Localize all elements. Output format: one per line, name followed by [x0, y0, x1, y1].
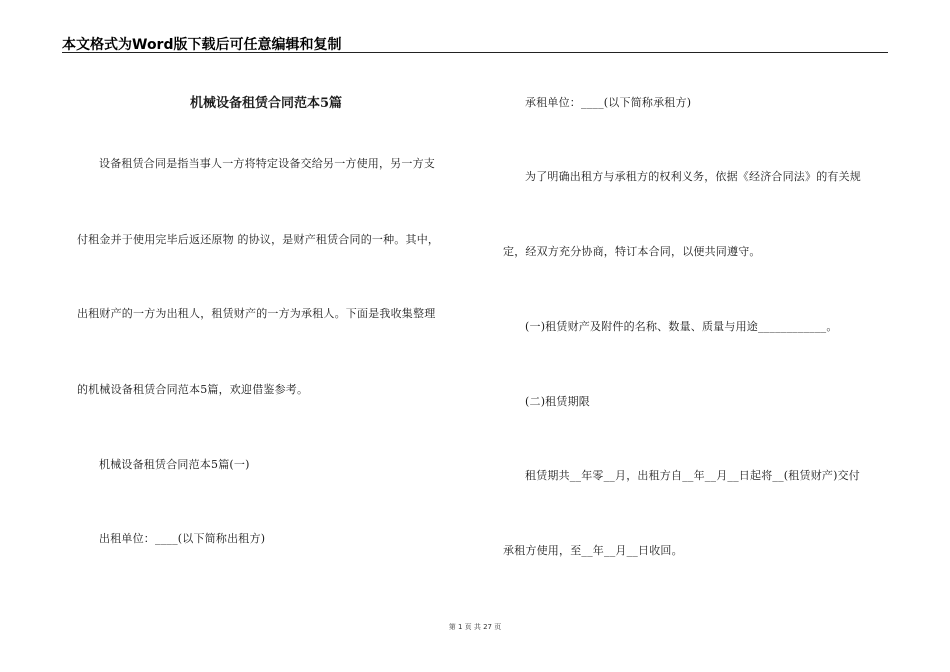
document-title: 机械设备租赁合同范本5篇 [190, 96, 343, 111]
lessee-line: 承租单位：____(以下简称承租方) [525, 96, 692, 109]
right-line-3: 定，经双方充分协商，特订本合同，以便共同遵守。 [503, 245, 761, 258]
download-banner: 本文格式为Word版下载后可任意编辑和复制 [62, 37, 342, 53]
clause-1: (一)租赁财产及附件的名称、数量、质量与用途____________。 [525, 320, 838, 333]
clause-2-line-2: 承租方使用，至__年__月__日收回。 [503, 544, 683, 557]
left-line-1: 设备租赁合同是指当事人一方将特定设备交给另一方使用，另一方支 [99, 157, 435, 170]
left-line-2: 付租金并于使用完毕后返还原物 的协议，是财产租赁合同的一种。其中， [77, 233, 440, 246]
page-number: 第 1 页 共 27 页 [448, 623, 502, 631]
right-line-2: 为了明确出租方与承租方的权利义务，依据《经济合同法》的有关规 [525, 170, 861, 183]
clause-2-heading: (二)租赁期限 [525, 395, 590, 408]
lessor-line: 出租单位：____(以下简称出租方) [99, 532, 266, 545]
left-line-3: 出租财产的一方为出租人，租赁财产的一方为承租人。下面是我收集整理 [77, 307, 436, 320]
banner-divider [62, 52, 888, 53]
clause-2-line-1: 租赁期共__年零__月，出租方自__年__月__日起将__(租赁财产)交付 [525, 469, 860, 482]
section-heading: 机械设备租赁合同范本5篇(一) [99, 458, 250, 471]
left-line-4: 的机械设备租赁合同范本5篇，欢迎借鉴参考。 [77, 383, 309, 396]
